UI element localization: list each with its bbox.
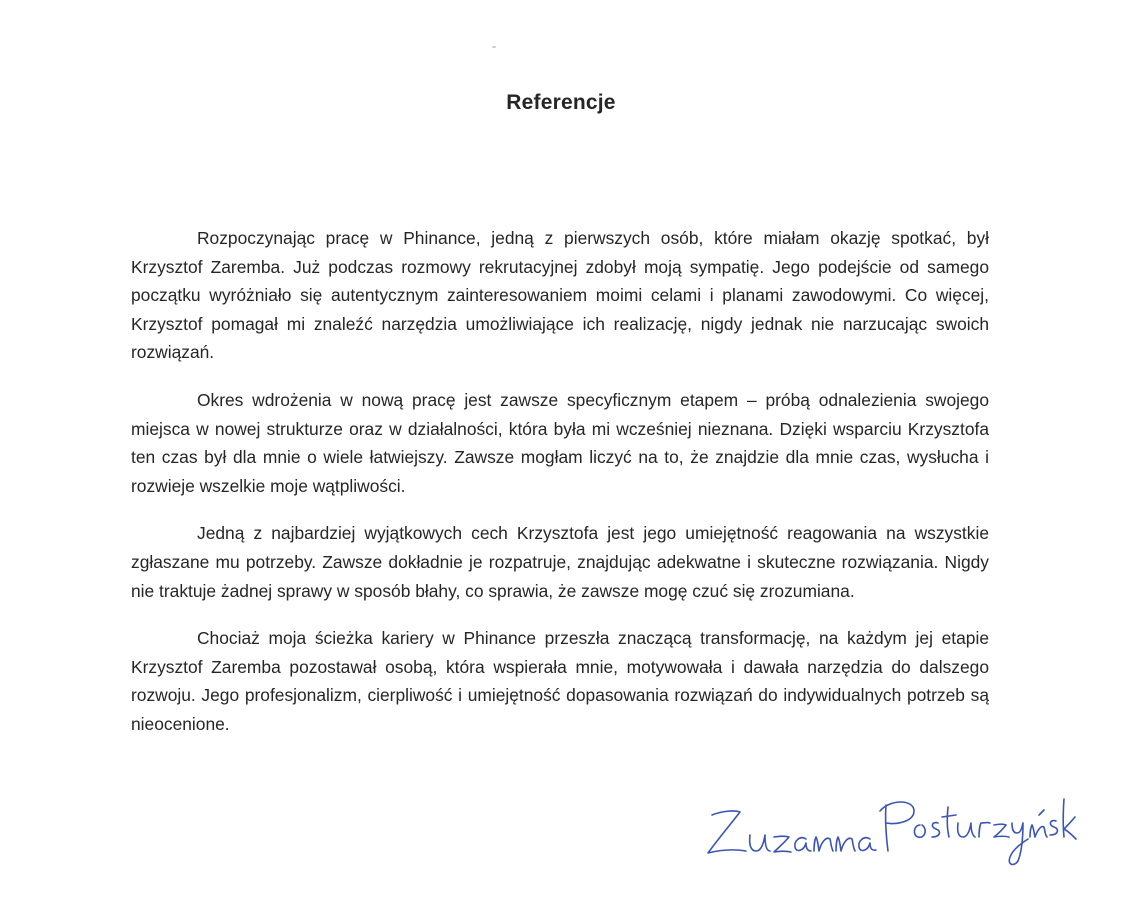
paragraph-2: Okres wdrożenia w nową pracę jest zawsze specyficznym etapem – próbą odnalezienia swojego miejsca w nowej strukturze oraz w działalności, która była mi wcześniej nieznana. Dzięki wsparciu Krzysztofa ten czas był dla mnie o wiele łatwiejszy. Zawsze mogłam liczyć na to, że znajdzie dla mnie czas, wysłucha i rozwieje wszelkie moje wątpliwości. — [131, 389, 989, 496]
handwritten-signature — [700, 785, 1080, 875]
paragraph-3: Jedną z najbardziej wyjątkowych cech Krzysztofa jest jego umiejętność reagowania na wszystkie zgłaszane mu potrzeby. Zawsze dokładnie je rozpatruje, znajdując adekwatne i skuteczne rozwiązania. Nigdy nie traktuje żadnej sprawy w sposób błahy, co sprawia, że zawsze mogę czuć się zrozumiana. — [131, 523, 989, 601]
paragraph-4: Chociaż moja ścieżka kariery w Phinance przeszła znaczącą transformację, na każdym jej etapie Krzysztof Zaremba pozostawał osobą, która wspierała mnie, motywowała i dawała narzędzia do dalszego rozwoju. Jego profesjonalizm, cierpliwość i umiejętność dopasowania rozwiązań do indywidualnych potrzeb są nieocenione. — [131, 628, 989, 734]
signature-strokes — [708, 799, 1076, 864]
scan-speck — [492, 46, 496, 48]
letter-body — [131, 224, 989, 758]
document-title: Referencje — [506, 91, 616, 114]
paragraph-1: Rozpoczynając pracę w Phinance, jedną z pierwszych osób, które miałam okazję spotkać, był Krzysztof Zaremba. Już podczas rozmowy rekrutacyjnej zdobył moją sympatię. Jego podejście od samego początku wyróżniało się autentycznym zainteresowaniem moimi celami i planami zawodowymi. Co więcej, Krzysztof pomagał mi znaleźć narzędzia umożliwiające ich realizację, nigdy jednak nie narzucając swoich rozwiązań. — [131, 228, 989, 363]
